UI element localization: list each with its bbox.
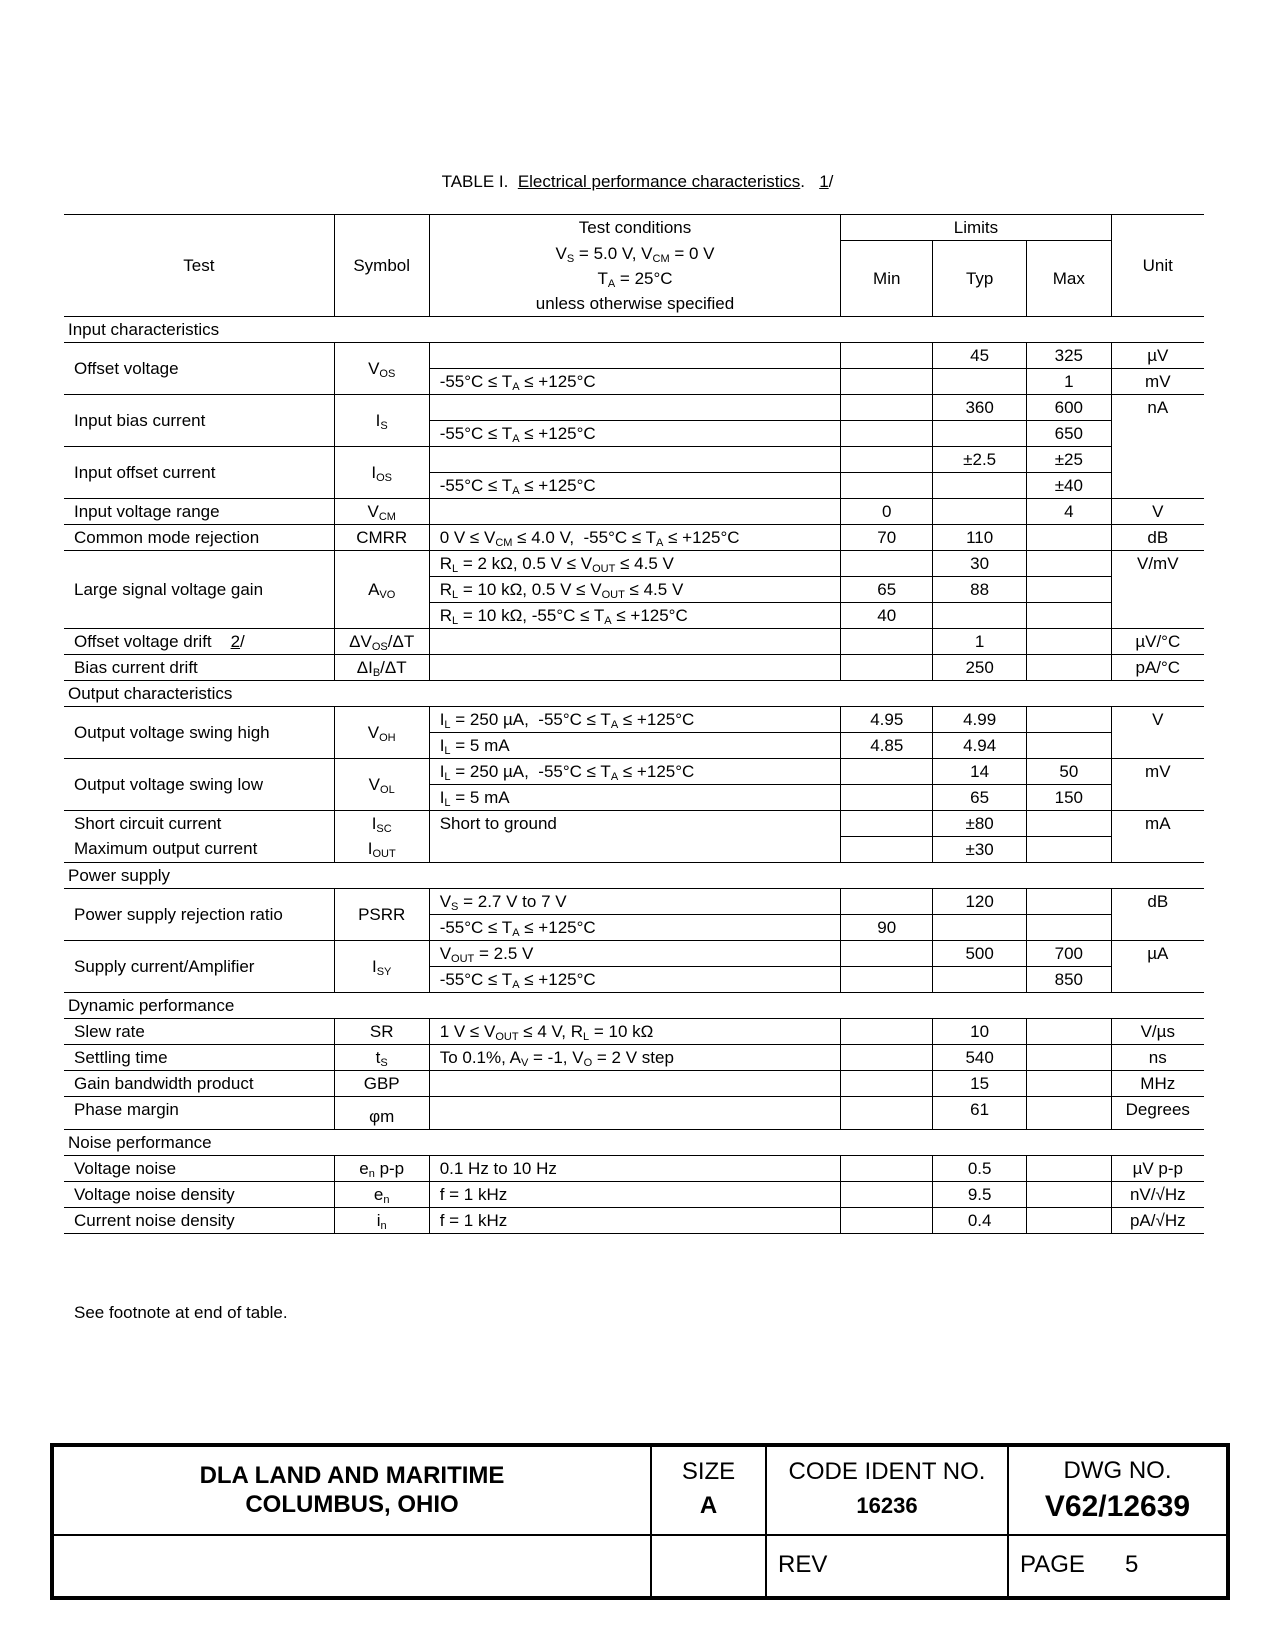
header-typ: Typ [933,241,1027,317]
code-ident-field: CODE IDENT NO. 16236 [788,1458,986,1518]
table-row: $-55^\circ C \le T_A \le +125^\circ C$ 90 [64,914,1204,940]
table-row: $I_L = 5$ mA 4.85 4.94 [64,732,1204,758]
rev-label: REV [778,1551,828,1578]
header-limits: Limits [841,215,1111,241]
table-row: Input voltage range $V_{CM}$ 0 4 V [64,498,1204,524]
table-row: Power supply rejection ratio PSRR $V_S = 2.7$ V to 7 V 120 dB [64,888,1204,914]
table-row: $R_L = 10$ kΩ, $-55^\circ C \le T_A \le +125^\circ C$ 40 [64,602,1204,628]
section-output: Output characteristics [64,680,1204,706]
table-row: Maximum output current $I_{OUT}$ ±30 [64,836,1204,862]
header-conditions: Test conditions [429,215,841,241]
footnote-ref: 2 [230,631,241,651]
electrical-characteristics-table: Test Symbol Test conditions Limits Unit $V_S = 5.0$ V, $V_{CM} = 0$ V Min Typ Max $T_A = 25^\circ C$ unless otherwise specified Input characteristics Offset voltage $V_{OS}$ 45 325 µV $-55^\circ C \le T_A \le +125^\circ C$ 1 mV Input bias current $I_S$ 360 600 nA $-55^\circ C \le T_A \le +125^\circ C$ 650 Input offset current $I_{OS}$ ±2.5 ±25 $-55^\circ C \le T_A \le +125^\circ C$ ±40 Input voltage range $V_{CM}$ 0 4 V Common mode rejection CMRR 0 $V \le V_{CM} \le 4.0$ V, $-55^\circ C \le T_A \le +125^\circ C$ 70 110 dB Large signal voltage gain $A_{VO}$ $R_L = 2$ kΩ, 0.5 $V \le V_{OUT} \le 4.5$ V 30 V/mV $R_L = 10$ kΩ, 0.5 $V \le V_{OUT} \le 4.5$ V 65 88 $R_L = 10$ kΩ, $-55^\circ C \le T_A \le +125^\circ C$ 40 Offset voltage drift 2/ $\Delta V_{OS}/\Delta T$ 1 µV/°C Bias current drift $\Delta I_B/\Delta T$ 250 pA/°C Output characteristics Output voltage swing high $V_{OH}$ $I_L = 250$ µA, $-55^\circ C \le T_A \le +125^\circ C$ 4.95 4.99 V $I_L = 5$ mA 4.85 4.94 Output voltage swing low $V_{OL}$ $I_L = 250$ µA, $-55^\circ C \le T_A \le +125^\circ C$ 14 50 mV $I_L = 5$ mA 65 150 Short circuit current $I_{SC}$ Short to ground ±80 mA Maximum output current $I_{OUT}$ ±30 Power supply Power supply rejection ratio PSRR $V_S = 2.7$ V to 7 V 120 dB $-55^\circ C \le T_A \le +125^\circ C$ 90 Supply current/Amplifier $I_{SY}$ $V_{OUT} = 2.5$ V 500 700 µA $-55^\circ C \le T_A \le +125^\circ C$ 850 Dynamic performance Slew rate SR 1 $V \le V_{OUT} \le 4$ V, $R_L = 10$ kΩ 10 V/µs Settling time $t_S$ To 0.1%, $A_V = -1$, $V_O = 2$ V step 540 ns Gain bandwidth product GBP 15 MHz Phase margin φm 61 Degrees Noise performance Voltage noise $e_n$ p-p 0.1 Hz to 10 Hz 0.5 µV p-p Voltage noise density $e_n$ f = 1 kHz 9.5 nV/√Hz Current noise density $i_n$ f = 1 kHz 0.4 pA/√Hz [64,214,1204,1234]
header-test: Test [64,215,334,317]
table-row: Input bias current $I_S$ 360 600 nA [64,394,1204,420]
table-row: Gain bandwidth product GBP 15 MHz [64,1070,1204,1096]
footnote-ref: 1 [819,172,829,191]
table-row: $I_L = 5$ mA 65 150 [64,784,1204,810]
table-row: $-55^\circ C \le T_A \le +125^\circ C$ 850 [64,966,1204,992]
table-row: Settling time $t_S$ To 0.1%, $A_V = -1$, $V_O = 2$ V step 540 ns [64,1044,1204,1070]
footnote-text: See footnote at end of table. [74,1303,288,1322]
table-row: Input offset current $I_{OS}$ ±2.5 ±25 [64,446,1204,472]
table-row: Voltage noise $e_n$ p-p 0.1 Hz to 10 Hz 0.5 µV p-p [64,1155,1204,1181]
table-row: $-55^\circ C \le T_A \le +125^\circ C$ 650 [64,420,1204,446]
table-row: Bias current drift $\Delta I_B/\Delta T$ 250 pA/°C [64,654,1204,680]
table-row: Supply current/Amplifier $I_{SY}$ $V_{OUT} = 2.5$ V 500 700 µA [64,940,1204,966]
table-title-text: Electrical performance characteristics [517,172,801,191]
table-row: $-55^\circ C \le T_A \le +125^\circ C$ 1 mV [64,368,1204,394]
table-row: $R_L = 10$ kΩ, 0.5 $V \le V_{OUT} \le 4.5$ V 65 88 [64,576,1204,602]
drawing-number-field: DWG NO. V62/12639 [1044,1457,1191,1523]
section-noise: Noise performance [64,1129,1204,1155]
section-input: Input characteristics [64,316,1204,342]
header-min: Min [841,241,933,317]
table-row: Offset voltage $V_{OS}$ 45 325 µV [64,342,1204,368]
table-row: Output voltage swing high $V_{OH}$ $I_L = 250$ µA, $-55^\circ C \le T_A \le +125^\circ C$ 4.95 4.99 V [64,706,1204,732]
table-row: Slew rate SR 1 $V \le V_{OUT} \le 4$ V, $R_L = 10$ kΩ 10 V/µs [64,1018,1204,1044]
size-field: SIZE A [681,1458,736,1519]
header-unit: Unit [1111,215,1204,317]
section-dynamic: Dynamic performance [64,992,1204,1018]
table-row: Short circuit current $I_{SC}$ Short to ground ±80 mA [64,810,1204,836]
table-row: Common mode rejection CMRR 0 $V \le V_{CM} \le 4.0$ V, $-55^\circ C \le T_A \le +125^\circ C$ 70 110 dB [64,524,1204,550]
title-block [50,1443,1230,1600]
table-row: Large signal voltage gain $A_{VO}$ $R_L = 2$ kΩ, 0.5 $V \le V_{OUT} \le 4.5$ V 30 V/mV [64,550,1204,576]
header-symbol: Symbol [334,215,429,317]
header-max: Max [1027,241,1111,317]
table-row: $-55^\circ C \le T_A \le +125^\circ C$ ±40 [64,472,1204,498]
table-row: Output voltage swing low $V_{OL}$ $I_L = 250$ µA, $-55^\circ C \le T_A \le +125^\circ C$ 14 50 mV [64,758,1204,784]
table-row: Current noise density $i_n$ f = 1 kHz 0.4 pA/√Hz [64,1207,1204,1233]
table-header-row [64,215,1204,241]
table-row: Phase margin φm 61 Degrees [64,1096,1204,1129]
table-title: TABLE I. Electrical performance characteristics. 1/ [441,172,834,191]
table-row: Offset voltage drift 2/ $\Delta V_{OS}/\Delta T$ 1 µV/°C [64,628,1204,654]
organization-name: DLA LAND AND MARITIME COLUMBUS, OHIO [199,1462,505,1518]
page-field: PAGE 5 [1020,1551,1139,1578]
page-number: 5 [1124,1551,1139,1578]
table-row: Voltage noise density $e_n$ f = 1 kHz 9.5 nV/√Hz [64,1181,1204,1207]
section-power: Power supply [64,862,1204,888]
